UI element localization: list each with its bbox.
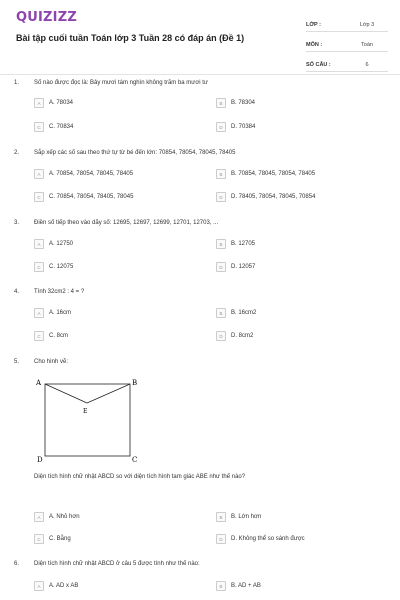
question-number: 6. (14, 561, 20, 567)
rectangle-abcd-diagram (34, 376, 144, 466)
option-text: C. 8cm (49, 333, 69, 339)
meta-row-count (306, 54, 388, 72)
meta-info (306, 14, 388, 74)
option-text: C. 12075 (49, 264, 74, 270)
label-c: C (132, 456, 138, 464)
option-badge: B (216, 169, 226, 179)
line-ae (45, 384, 87, 403)
meta-label: SỐ CÂU : (306, 62, 331, 68)
option-text: B. 12705 (231, 241, 256, 247)
quizizz-logo: QUIZIZZ (16, 10, 77, 25)
option-2c[interactable] (34, 192, 133, 202)
option-badge: D (216, 192, 226, 202)
option-6b[interactable] (216, 581, 261, 591)
option-text: A. 16cm (49, 310, 72, 316)
option-badge: A (34, 98, 44, 108)
question-number: 4. (14, 289, 20, 295)
meta-row-subject (306, 34, 388, 52)
option-1c[interactable] (34, 122, 73, 132)
option-badge: C (34, 262, 44, 272)
option-text: D. 70384 (231, 124, 256, 130)
option-3c[interactable] (34, 262, 73, 272)
line-be (87, 384, 130, 403)
option-5c[interactable] (34, 534, 71, 544)
question-number: 2. (14, 150, 20, 156)
question-text: Diện tích hình chữ nhật ABCD ở câu 5 được tính như thế nào: (34, 561, 200, 567)
question-text: Cho hình vẽ: (34, 359, 69, 365)
option-badge: D (216, 262, 226, 272)
option-badge: B (216, 512, 226, 522)
option-badge: A (34, 239, 44, 249)
question-number: 1. (14, 80, 20, 86)
option-2b[interactable] (216, 169, 315, 179)
option-text: A. 78034 (49, 100, 74, 106)
option-text: D. Không thể so sánh được (231, 536, 305, 542)
option-badge: D (216, 534, 226, 544)
option-4b[interactable] (216, 308, 256, 318)
option-4d[interactable] (216, 331, 253, 341)
meta-label: LỚP : (306, 22, 321, 28)
option-badge: C (34, 192, 44, 202)
option-badge: D (216, 331, 226, 341)
option-3d[interactable] (216, 262, 255, 272)
option-badge: A (34, 169, 44, 179)
option-5a[interactable] (34, 512, 80, 522)
option-text: B. 78304 (231, 100, 256, 106)
option-badge: B (216, 98, 226, 108)
option-4a[interactable] (34, 308, 71, 318)
option-2d[interactable] (216, 192, 315, 202)
meta-value: Toán (361, 42, 373, 48)
option-1d[interactable] (216, 122, 255, 132)
option-text: A. AD x AB (49, 583, 79, 589)
option-text: B. 70854, 78045, 78054, 78405 (231, 171, 316, 177)
option-4c[interactable] (34, 331, 68, 341)
option-5d[interactable] (216, 534, 305, 544)
meta-row-class (306, 14, 388, 32)
option-text: D. 8cm2 (231, 333, 254, 339)
option-badge: C (34, 534, 44, 544)
option-badge: C (34, 122, 44, 132)
option-badge: A (34, 512, 44, 522)
option-text: B. Lớn hơn (231, 514, 262, 520)
option-text: D. 78405, 78054, 78045, 70854 (231, 194, 316, 200)
question-text: Tính 32cm2 : 4 = ? (34, 289, 85, 295)
option-text: C. 70834 (49, 124, 74, 130)
option-1b[interactable] (216, 98, 255, 108)
meta-label: MÔN : (306, 42, 323, 48)
option-text: B. 16cm2 (231, 310, 257, 316)
option-badge: A (34, 308, 44, 318)
label-a: A (36, 379, 42, 387)
question-number: 5. (14, 359, 20, 365)
option-badge: B (216, 239, 226, 249)
option-badge: C (34, 331, 44, 341)
option-text: C. Bằng (49, 536, 71, 542)
label-d: D (37, 456, 43, 464)
option-badge: B (216, 308, 226, 318)
question-subtext: Diện tích hình chữ nhật ABCD so với diện tích hình tam giác ABE như thế nào? (34, 474, 246, 480)
rectangle-figure (34, 376, 144, 466)
option-text: B. AD + AB (231, 583, 261, 589)
option-text: A. 12750 (49, 241, 74, 247)
option-5b[interactable] (216, 512, 261, 522)
option-text: D. 12057 (231, 264, 256, 270)
option-text: A. Nhỏ hơn (49, 514, 80, 520)
label-e: E (83, 408, 88, 415)
option-3b[interactable] (216, 239, 255, 249)
option-badge: B (216, 581, 226, 591)
label-b: B (132, 379, 138, 387)
header-divider (0, 74, 400, 75)
option-badge: D (216, 122, 226, 132)
question-text: Điền số tiếp theo vào dãy số: 12695, 12697, 12699, 12701, 12703, ... (34, 220, 219, 226)
meta-value: Lớp 3 (359, 22, 375, 28)
question-number: 3. (14, 220, 20, 226)
question-text: Sắp xếp các số sau theo thứ tự từ bé đến lớn: 70854, 78054, 78045, 78405 (34, 150, 236, 156)
option-6a[interactable] (34, 581, 78, 591)
rectangle-shape (45, 384, 130, 456)
page-title: Bài tập cuối tuần Toán lớp 3 Tuần 28 có đáp án (Đề 1) (16, 33, 245, 43)
question-text: Số nào được đọc là: Bảy mươi tám nghìn không trăm ba mươi tư (34, 80, 208, 86)
option-badge: A (34, 581, 44, 591)
option-text: A. 70854, 78054, 78045, 78405 (49, 171, 134, 177)
header (0, 0, 400, 70)
option-1a[interactable] (34, 98, 73, 108)
option-2a[interactable] (34, 169, 133, 179)
option-3a[interactable] (34, 239, 73, 249)
option-text: C. 70854, 78054, 78405, 78045 (49, 194, 134, 200)
meta-value: 6 (365, 62, 369, 68)
